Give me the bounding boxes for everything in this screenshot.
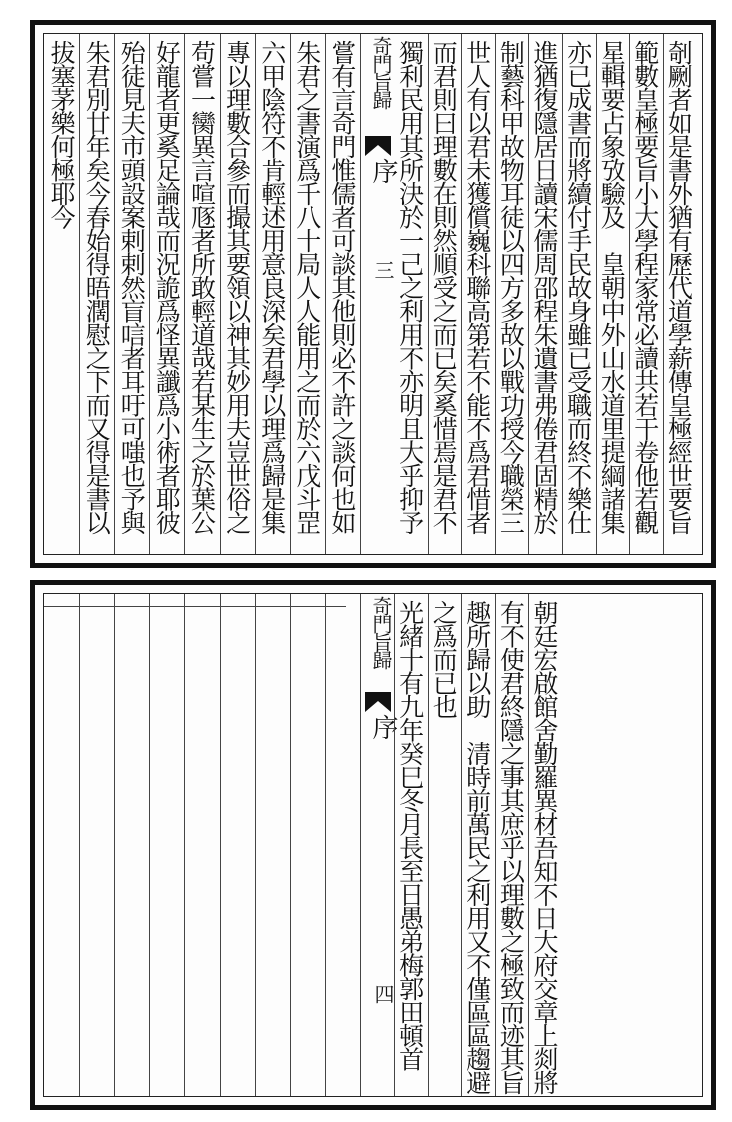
page-upper xyxy=(30,20,716,568)
column-text: 好龍者更奚足論哉而況詭爲怪異讖爲小術者耶彼 xyxy=(152,40,182,534)
column-text: 範數皇極要旨小大學程家常必讀共若干卷他若觀 xyxy=(630,40,660,534)
column-text: 朱君之書演爲千八十局人人能用之而於六戊斗罡 xyxy=(292,40,322,534)
text-column xyxy=(149,34,184,554)
page-lower xyxy=(30,580,716,1110)
column-text: 亦已成書而將續付手民故身雖已受職而終不樂仕 xyxy=(563,40,593,534)
section-label-lower: 序 xyxy=(368,714,398,740)
page-number-lower: 四 xyxy=(371,984,395,1004)
page-lower-center-column xyxy=(360,594,398,1096)
text-column xyxy=(255,594,290,1096)
page-lower-frame xyxy=(43,593,703,1097)
column-text: 獨利民用其所決於一己之利用不亦明且大乎抑予 xyxy=(395,40,425,534)
text-column xyxy=(290,594,325,1096)
page-upper-frame xyxy=(43,33,703,555)
column-text: 拔塞茅樂何極耶今 xyxy=(47,40,77,228)
text-column xyxy=(528,594,562,1096)
empty-column xyxy=(428,594,462,1096)
fish-tail-mark-lower-icon xyxy=(365,692,391,712)
text-column xyxy=(495,34,529,554)
column-text: 光緒十有九年癸巳冬月長至日愚弟梅郭田頓首 xyxy=(395,600,425,1070)
column-text: 進猶復隱居日讀宋儒周邵程朱遺書弗倦君固精於 xyxy=(529,40,559,534)
column-text: 專以理數合參而撮其要領以神其妙用夫豈世俗之 xyxy=(222,40,252,534)
column-text: 而君則曰理數在則然順受之而已矣奚惜焉是君不 xyxy=(429,40,459,534)
column-text: 殆徒見夫市頭設案剌剌然盲唁者耳吁可嗤也予與 xyxy=(117,40,147,534)
text-column xyxy=(184,34,219,554)
column-text: 剞劂者如是書外猶有歷代道學薪傳皇極經世要旨 xyxy=(664,40,694,534)
section-label: 序 xyxy=(368,158,398,184)
column-text: 苟嘗一臠異言喧豗者所敢輕道哉若某生之於葉公 xyxy=(187,40,217,534)
column-text: 朱君別廿年矣今春始得晤濶慰之下而又得是書以 xyxy=(82,40,112,534)
page-number: 三 xyxy=(371,260,395,280)
text-column xyxy=(562,34,596,554)
empty-column xyxy=(495,594,529,1096)
text-column xyxy=(290,34,325,554)
column-text: 世人有以君未獲償巍科聯高第若不能不爲君惜者 xyxy=(462,40,492,534)
text-column xyxy=(663,34,697,554)
text-column xyxy=(114,594,149,1096)
text-column xyxy=(220,34,255,554)
text-column xyxy=(325,34,360,554)
column-text: 嘗有言奇門惟儒者可談其他則必不許之談何也如 xyxy=(327,40,357,534)
text-column xyxy=(44,34,79,554)
text-column xyxy=(255,34,290,554)
column-text: 趣所歸以助 清時前萬民之利用又不僅區區趨避 xyxy=(462,600,492,1094)
empty-column xyxy=(461,594,495,1096)
page-upper-center-column xyxy=(360,34,398,554)
column-text: 朝廷宏啟館舍勤羅異材吾知不日大府交章上剡將 xyxy=(529,600,559,1094)
column-text: 制藝科甲故物耳徒以四方多故以戰功授今職榮三 xyxy=(496,40,526,534)
column-text: 之爲而已也 xyxy=(429,600,459,718)
book-title-lower: 奇門旨歸 xyxy=(369,596,393,668)
text-column xyxy=(220,594,255,1096)
text-column xyxy=(428,34,462,554)
text-column xyxy=(79,594,114,1096)
column-text: 有不使君終隱之事其庶乎以理數之極致而迹其旨 xyxy=(496,600,526,1094)
text-column xyxy=(114,34,149,554)
fish-tail-mark-icon xyxy=(365,136,391,156)
text-column xyxy=(461,34,495,554)
text-column xyxy=(528,34,562,554)
empty-column xyxy=(394,594,428,1096)
column-text: 星輯要占象攷驗及 皇朝中外山水道里提綱諸集 xyxy=(597,40,627,534)
text-column xyxy=(325,594,360,1096)
text-column xyxy=(394,34,428,554)
text-column xyxy=(149,594,184,1096)
text-column xyxy=(596,34,630,554)
book-title: 奇門旨歸 xyxy=(369,36,393,108)
column-text: 六甲陰符不肯輕述用意良深矣君學以理爲歸是集 xyxy=(257,40,287,534)
text-column xyxy=(44,594,79,1096)
text-column xyxy=(79,34,114,554)
text-column xyxy=(184,594,219,1096)
text-column xyxy=(629,34,663,554)
